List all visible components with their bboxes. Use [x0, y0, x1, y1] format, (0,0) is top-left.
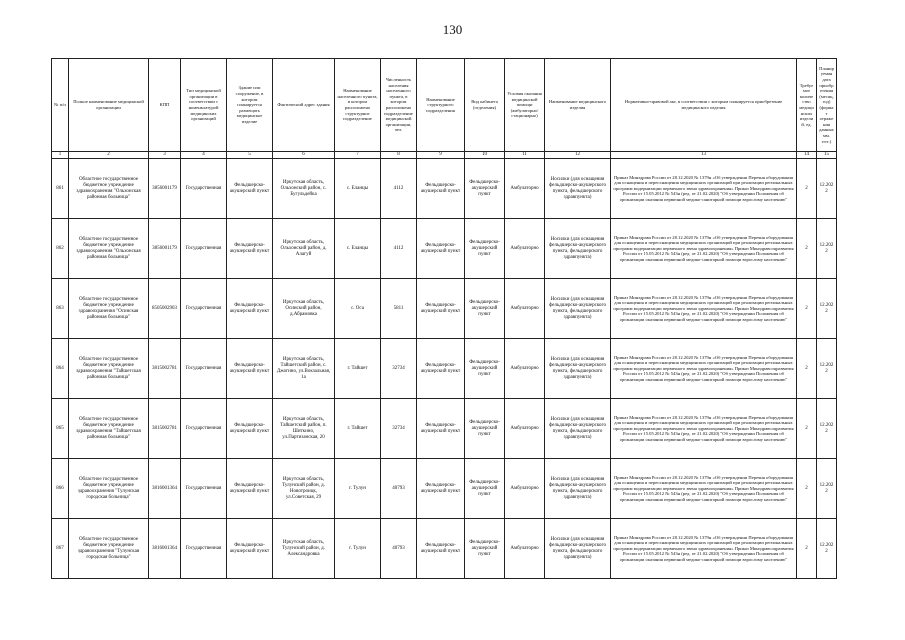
- header-cell: Планируемая дата приобретения (месяц, год) (формат отражения данных мм. гггг.): [817, 59, 837, 152]
- room-type: Фельдшерско-акушерский пункт: [465, 159, 505, 219]
- table-row: [52, 399, 837, 459]
- org-name: Областное государственное бюджетное учреждение здравоохранения "Тулунская городская больница": [69, 519, 149, 579]
- legal-act: Приказ Минздрава России от 28.12.2020 № 1379н «Об утверждении Перечня оборудования для оснащения и переоснащения медицинских организаций при реализации региональных программ модернизации первичного звена здравоохранения» Приказ Минздравсоцразвития России от 15.05.2012 № 543н (ред. от 21.02.2020) "Об утверждении Положения об организации оказания первичной медико-санитарной помощи взрослому населению": [611, 519, 797, 579]
- kpp: 3815002781: [149, 339, 181, 399]
- row-number: 861: [52, 159, 69, 219]
- conditions: Амбулаторно: [505, 459, 545, 519]
- room-type: Фельдшерско-акушерский пункт: [465, 519, 505, 579]
- column-number: 3: [149, 152, 181, 159]
- unit: Фельдшерско-акушерский пункт: [417, 159, 465, 219]
- building: Фельдшерско-акушерский пункт: [227, 399, 273, 459]
- table-row: [52, 519, 837, 579]
- conditions: Амбулаторно: [505, 399, 545, 459]
- planned-date: 12.2022: [817, 459, 837, 519]
- table-row: [52, 279, 837, 339]
- column-number: 5: [227, 152, 273, 159]
- address: Иркутская область, Тулунский район, д. Новотроицк, ул.Советская, 29: [273, 459, 335, 519]
- row-number: 866: [52, 459, 69, 519]
- page-number: 130: [442, 22, 463, 37]
- device-name: Носилки (для оснащения фельдшерско-акушерского пункта, фельдшерского здравпункта): [545, 159, 611, 219]
- building: Фельдшерско-акушерский пункт: [227, 159, 273, 219]
- org-name: Областное государственное бюджетное учреждение здравоохранения "Тулунская городская больница": [69, 459, 149, 519]
- device-name: Носилки (для оснащения фельдшерско-акушерского пункта, фельдшерского здравпункта): [545, 519, 611, 579]
- legal-act: Приказ Минздрава России от 28.12.2020 № 1379н «Об утверждении Перечня оборудования для оснащения и переоснащения медицинских организаций при реализации региональных программ модернизации первичного звена здравоохранения» Приказ Минздравсоцразвития России от 15.05.2012 № 543н (ред. от 21.02.2020) "Об утверждении Положения об организации оказания первичной медико-санитарной помощи взрослому населению": [611, 399, 797, 459]
- locality: г. Тулун: [335, 519, 381, 579]
- legal-act: Приказ Минздрава России от 28.12.2020 № 1379н «Об утверждении Перечня оборудования для оснащения и переоснащения медицинских организаций при реализации региональных программ модернизации первичного звена здравоохранения» Приказ Минздравсоцразвития России от 15.05.2012 № 543н (ред. от 21.02.2020) "Об утверждении Положения об организации оказания первичной медико-санитарной помощи взрослому населению": [611, 219, 797, 279]
- table-row: [52, 339, 837, 399]
- conditions: Амбулаторно: [505, 159, 545, 219]
- building: Фельдшерско-акушерский пункт: [227, 339, 273, 399]
- equipment-table: [51, 58, 837, 579]
- header-cell: Тип медицинской организации в соответствии с номенклатурой медицинских организаций: [181, 59, 227, 152]
- locality: г. Тайшет: [335, 339, 381, 399]
- address: Иркутская область, Тайшетский район, с. Джогино, ул.Вокзальная, 1а: [273, 339, 335, 399]
- legal-act: Приказ Минздрава России от 28.12.2020 № 1379н «Об утверждении Перечня оборудования для оснащения и переоснащения медицинских организаций при реализации региональных программ модернизации первичного звена здравоохранения» Приказ Минздравсоцразвития России от 15.05.2012 № 543н (ред. от 21.02.2020) "Об утверждении Положения об организации оказания первичной медико-санитарной помощи взрослому населению": [611, 159, 797, 219]
- locality: с. Еланцы: [335, 159, 381, 219]
- conditions: Амбулаторно: [505, 519, 545, 579]
- unit: Фельдшерско-акушерский пункт: [417, 519, 465, 579]
- kpp: 3856001179: [149, 159, 181, 219]
- conditions: Амбулаторно: [505, 219, 545, 279]
- header-cell: № п/п: [52, 59, 69, 152]
- column-number: 2: [69, 152, 149, 159]
- conditions: Амбулаторно: [505, 339, 545, 399]
- population: 40793: [381, 459, 417, 519]
- table-body: [52, 159, 837, 579]
- planned-date: 12.2022: [817, 219, 837, 279]
- column-number: 9: [417, 152, 465, 159]
- row-number: 865: [52, 399, 69, 459]
- locality: с. Оса: [335, 279, 381, 339]
- planned-date: 12.2022: [817, 159, 837, 219]
- column-number: 15: [817, 152, 837, 159]
- unit: Фельдшерско-акушерский пункт: [417, 279, 465, 339]
- column-number: 4: [181, 152, 227, 159]
- org-type: Государственная: [181, 519, 227, 579]
- room-type: Фельдшерско-акушерский пункт: [465, 339, 505, 399]
- locality: г. Тулун: [335, 459, 381, 519]
- quantity: 2: [797, 159, 817, 219]
- row-number: 862: [52, 219, 69, 279]
- quantity: 2: [797, 219, 817, 279]
- org-type: Государственная: [181, 339, 227, 399]
- column-number-row: [52, 152, 837, 159]
- column-number: 13: [611, 152, 797, 159]
- column-number: 7: [335, 152, 381, 159]
- table-row: [52, 459, 837, 519]
- planned-date: 12.2022: [817, 279, 837, 339]
- org-type: Государственная: [181, 159, 227, 219]
- row-number: 863: [52, 279, 69, 339]
- kpp: 8505002903: [149, 279, 181, 339]
- room-type: Фельдшерско-акушерский пункт: [465, 459, 505, 519]
- unit: Фельдшерско-акушерский пункт: [417, 339, 465, 399]
- population: 5811: [381, 279, 417, 339]
- row-number: 867: [52, 519, 69, 579]
- header-cell: Наименование населенного пункта, в котором расположено структурное подразделение: [335, 59, 381, 152]
- org-name: Областное государственное бюджетное учреждение здравоохранения "Тайшетская районная больница": [69, 399, 149, 459]
- header-cell: КПП: [149, 59, 181, 152]
- quantity: 2: [797, 279, 817, 339]
- unit: Фельдшерско-акушерский пункт: [417, 459, 465, 519]
- header-cell: Численность населения населенного пункта, в котором расположено подразделение медицинской организации, чел.: [381, 59, 417, 152]
- org-type: Государственная: [181, 279, 227, 339]
- address: Иркутская область, Тулунский район, д. Александровка: [273, 519, 335, 579]
- planned-date: 12.2022: [817, 339, 837, 399]
- device-name: Носилки (для оснащения фельдшерско-акушерского пункта, фельдшерского здравпункта): [545, 399, 611, 459]
- quantity: 2: [797, 519, 817, 579]
- device-name: Носилки (для оснащения фельдшерско-акушерского пункта, фельдшерского здравпункта): [545, 339, 611, 399]
- row-number: 864: [52, 339, 69, 399]
- device-name: Носилки (для оснащения фельдшерско-акушерского пункта, фельдшерского здравпункта): [545, 279, 611, 339]
- planned-date: 12.2022: [817, 519, 837, 579]
- column-number: 8: [381, 152, 417, 159]
- building: Фельдшерско-акушерский пункт: [227, 279, 273, 339]
- address: Иркутская область, Осинский район, д.Абрамовка: [273, 279, 335, 339]
- org-type: Государственная: [181, 459, 227, 519]
- header-cell: Фактический адрес здания: [273, 59, 335, 152]
- building: Фельдшерско-акушерский пункт: [227, 459, 273, 519]
- locality: г. Тайшет: [335, 399, 381, 459]
- device-name: Носилки (для оснащения фельдшерско-акушерского пункта, фельдшерского здравпункта): [545, 219, 611, 279]
- legal-act: Приказ Минздрава России от 28.12.2020 № 1379н «Об утверждении Перечня оборудования для оснащения и переоснащения медицинских организаций при реализации региональных программ модернизации первичного звена здравоохранения» Приказ Минздравсоцразвития России от 15.05.2012 № 543н (ред. от 21.02.2020) "Об утверждении Положения об организации оказания первичной медико-санитарной помощи взрослому населению": [611, 279, 797, 339]
- population: 4112: [381, 159, 417, 219]
- org-type: Государственная: [181, 399, 227, 459]
- header-cell: Здание или сооружение, в котором планируется размещать медицинское изделие: [227, 59, 273, 152]
- header-cell: Полное наименование медицинской организации: [69, 59, 149, 152]
- kpp: 3856001179: [149, 219, 181, 279]
- room-type: Фельдшерско-акушерский пункт: [465, 279, 505, 339]
- header-cell: Условия оказания медицинской помощи (амбулаторно/ стационарно): [505, 59, 545, 152]
- conditions: Амбулаторно: [505, 279, 545, 339]
- legal-act: Приказ Минздрава России от 28.12.2020 № 1379н «Об утверждении Перечня оборудования для оснащения и переоснащения медицинских организаций при реализации региональных программ модернизации первичного звена здравоохранения» Приказ Минздравсоцразвития России от 15.05.2012 № 543н (ред. от 21.02.2020) "Об утверждении Положения об организации оказания первичной медико-санитарной помощи взрослому населению": [611, 339, 797, 399]
- column-number: 11: [505, 152, 545, 159]
- planned-date: 12.2022: [817, 399, 837, 459]
- quantity: 2: [797, 399, 817, 459]
- org-name: Областное государственное бюджетное учреждение здравоохранения "Тайшетская районная больница": [69, 339, 149, 399]
- table-row: [52, 159, 837, 219]
- kpp: 3816001364: [149, 519, 181, 579]
- column-number: 6: [273, 152, 335, 159]
- kpp: 3815002781: [149, 399, 181, 459]
- column-number: 1: [52, 152, 69, 159]
- org-name: Областное государственное бюджетное учреждение здравоохранения "Ольхонская районная больница": [69, 159, 149, 219]
- column-number: 10: [465, 152, 505, 159]
- column-number: 12: [545, 152, 611, 159]
- address: Иркутская область, Ольхонский район, с. Бугульдейка: [273, 159, 335, 219]
- address: Иркутская область, Тайшетский район, п. Шиткино, ул.Партизанская, 20: [273, 399, 335, 459]
- address: Иркутская область, Ольхонский район, д. Алагуй: [273, 219, 335, 279]
- legal-act: Приказ Минздрава России от 28.12.2020 № 1379н «Об утверждении Перечня оборудования для оснащения и переоснащения медицинских организаций при реализации региональных программ модернизации первичного звена здравоохранения» Приказ Минздравсоцразвития России от 15.05.2012 № 543н (ред. от 21.02.2020) "Об утверждении Положения об организации оказания первичной медико-санитарной помощи взрослому населению": [611, 459, 797, 519]
- building: Фельдшерско-акушерский пункт: [227, 519, 273, 579]
- quantity: 2: [797, 459, 817, 519]
- table-row: [52, 219, 837, 279]
- header-cell: Наименование медицинского изделия: [545, 59, 611, 152]
- org-type: Государственная: [181, 219, 227, 279]
- table-header: [52, 59, 837, 159]
- population: 32734: [381, 339, 417, 399]
- unit: Фельдшерско-акушерский пункт: [417, 399, 465, 459]
- population: 40793: [381, 519, 417, 579]
- unit: Фельдшерско-акушерский пункт: [417, 219, 465, 279]
- header-cell: Нормативно-правовой акт, в соответствии с которым планируется приобретение медицинского изделия: [611, 59, 797, 152]
- population: 4112: [381, 219, 417, 279]
- device-name: Носилки (для оснащения фельдшерско-акушерского пункта, фельдшерского здравпункта): [545, 459, 611, 519]
- header-cell: Вид кабинета (отделения): [465, 59, 505, 152]
- org-name: Областное государственное бюджетное учреждение здравоохранения "Ольхонская районная больница": [69, 219, 149, 279]
- room-type: Фельдшерско-акушерский пункт: [465, 219, 505, 279]
- kpp: 3816001364: [149, 459, 181, 519]
- quantity: 2: [797, 339, 817, 399]
- building: Фельдшерско-акушерский пункт: [227, 219, 273, 279]
- header-cell: Наименование структурного подразделения: [417, 59, 465, 152]
- locality: с. Еланцы: [335, 219, 381, 279]
- header-cell: Требуемое количество медицинских изделий, ед.: [797, 59, 817, 152]
- column-number: 14: [797, 152, 817, 159]
- org-name: Областное государственное бюджетное учреждение здравоохранения "Осинская районная больница": [69, 279, 149, 339]
- population: 32734: [381, 399, 417, 459]
- room-type: Фельдшерско-акушерский пункт: [465, 399, 505, 459]
